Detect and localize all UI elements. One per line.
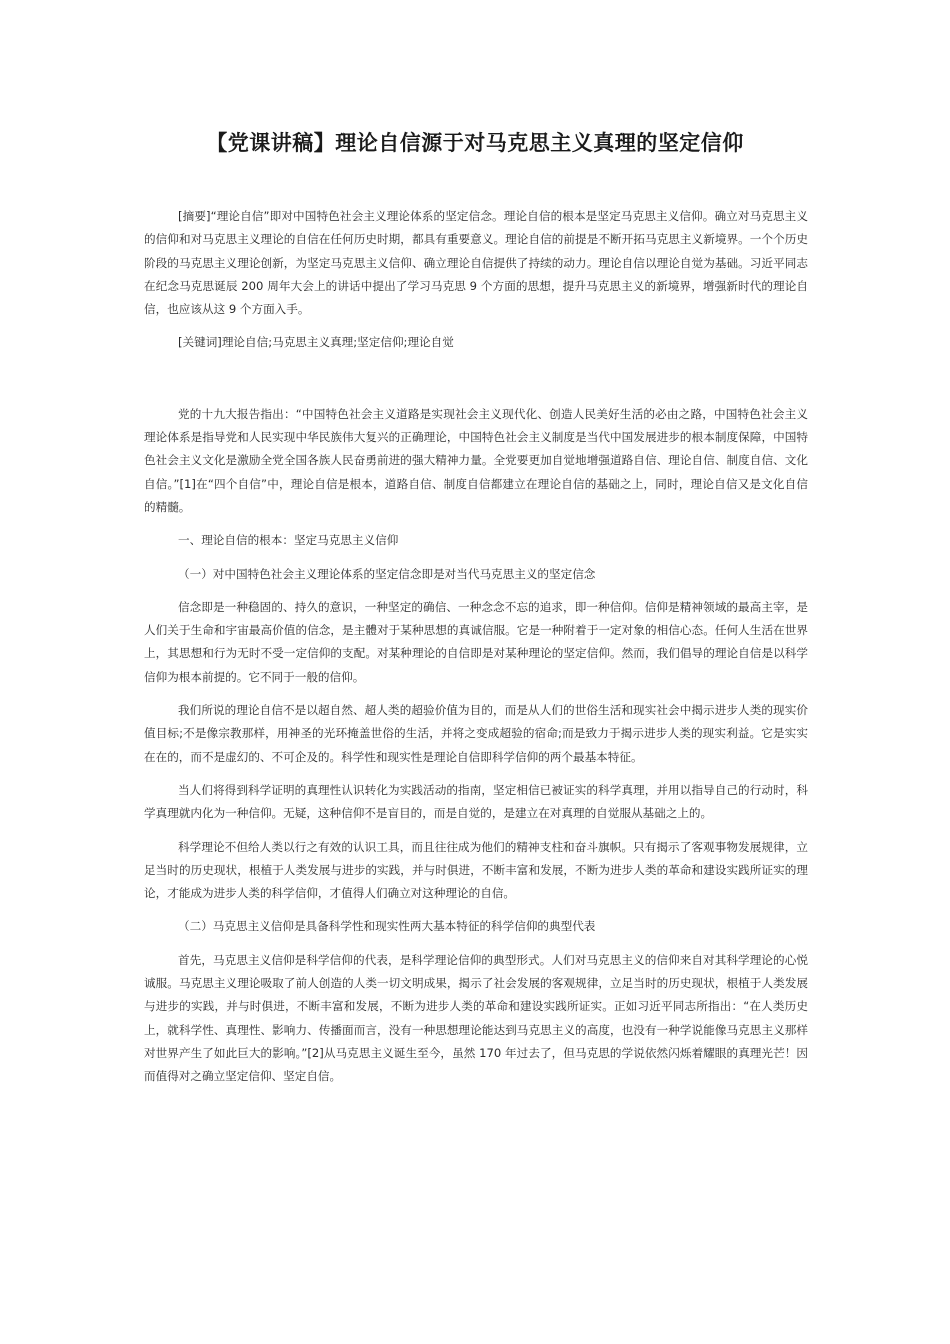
body-paragraph-5: 首先，马克思主义信仰是科学信仰的代表，是科学理论信仰的典型形式。人们对马克思主义的信仰来自对其科学理论的心悦诚服。马克思主义理论吸取了前人创造的人类一切文明成果，揭示了社会发展的客观规律，立足当时的历史现状，根植于人类发展与进步的实践，并与时俱进，不断丰富和发展，不断为进步人类的革命和建设实践所证实。正如习近平同志所指出：“在人类历史上，就科学性、真理性、影响力、传播面而言，没有一种思想理论能达到马克思主义的高度，也没有一种学说能像马克思主义那样对世界产生了如此巨大的影响。”[2]从马克思主义诞生至今，虽然 170 年过去了，但马克思的学说依然闪烁着耀眼的真理光芒！因而值得对之确立坚定信仰、坚定自信。	[144, 952, 808, 1084]
body-paragraph-1: 信念即是一种稳固的、持久的意识，一种坚定的确信、一种念念不忘的追求，即一种信仰。信仰是精神领域的最高主宰，是人们关于生命和宇宙最高价值的信念，是主體对于某种思想的真诚信服。它是一种附着于一定对象的相信心态。任何人生活在世界上，其思想和行为无时不受一定信仰的支配。对某种理论的自信即是对某种理论的坚定信仰。然而，我们倡导的理论自信是以科学信仰为根本前提的。它不同于一般的信仰。	[144, 599, 808, 684]
body-paragraph-4: 科学理论不但给人类以行之有效的认识工具，而且往往成为他们的精神支柱和奋斗旗帜。只有揭示了客观事物发展规律，立足当时的历史现状，根植于人类发展与进步的实践，并与时俱进，不断丰富和发展，不断为进步人类的革命和建设实践所证实的理论，才能成为进步人类的科学信仰，才值得人们确立对这种理论的自信。	[144, 839, 808, 901]
abstract-paragraph: [摘要]“理论自信”即对中国特色社会主义理论体系的坚定信念。理论自信的根本是坚定马克思主义信仰。确立对马克思主义的信仰和对马克思主义理论的自信在任何历史时期，都具有重要意义。理论自信的前提是不断开拓马克思主义新境界。一个个历史阶段的马克思主义理论创新，为坚定马克思主义信仰、确立理论自信提供了持续的动力。理论自信以理论自觉为基础。习近平同志在纪念马克思诞辰 200 周年大会上的讲话中提出了学习马克思 9 个方面的思想，提升马克思主义的新境界，增强新时代的理论自信，也应该从这 9 个方面入手。	[144, 209, 808, 317]
subsection-1-heading: （一）对中国特色社会主义理论体系的坚定信念即是对当代马克思主义的坚定信念	[178, 566, 596, 581]
section-spacer	[144, 355, 808, 403]
document-body	[144, 205, 808, 1099]
subsection-2-heading: （二）马克思主义信仰是具备科学性和现实性两大基本特征的科学信仰的典型代表	[178, 919, 596, 934]
keywords-paragraph: [关键词]理论自信;马克思主义真理;坚定信仰;理论自觉	[178, 335, 454, 350]
body-paragraph-2: 我们所说的理论自信不是以超自然、超人类的超验价值为目的，而是从人们的世俗生活和现实社会中揭示进步人类的现实价值目标;不是像宗教那样，用神圣的光环掩盖世俗的生活，并将之变成超验的宿命;而是致力于揭示进步人类的现实利益。它是实实在在的，而不是虚幻的、不可企及的。科学性和现实性是理论自信即科学信仰的两个最基本特征。	[144, 703, 808, 764]
section-1-heading: 一、理论自信的根本：坚定马克思主义信仰	[178, 533, 399, 548]
document-title: 【党课讲稿】理论自信源于对马克思主义真理的坚定信仰	[206, 131, 744, 155]
body-paragraph-3: 当人们将得到科学证明的真理性认识转化为实践活动的指南，坚定相信已被证实的科学真理，并用以指导自己的行动时，科学真理就内化为一种信仰。无疑，这种信仰不是盲目的，而是自觉的，是建立在对真理的自觉服从基础之上的。	[144, 782, 808, 821]
intro-paragraph: 党的十九大报告指出：“中国特色社会主义道路是实现社会主义现代化、创造人民美好生活的必由之路，中国特色社会主义理论体系是指导党和人民实现中华民族伟大复兴的正确理论，中国特色社会主义制度是当代中国发展进步的根本制度保障，中国特色社会主义文化是激励全党全国各族人民奋勇前进的强大精神力量。全党要更加自觉地增强道路自信、理论自信、制度自信、文化自信。”[1]在“四个自信”中，理论自信是根本，道路自信、制度自信都建立在理论自信的基础之上，同时，理论自信又是文化自信的精髓。	[144, 406, 808, 514]
